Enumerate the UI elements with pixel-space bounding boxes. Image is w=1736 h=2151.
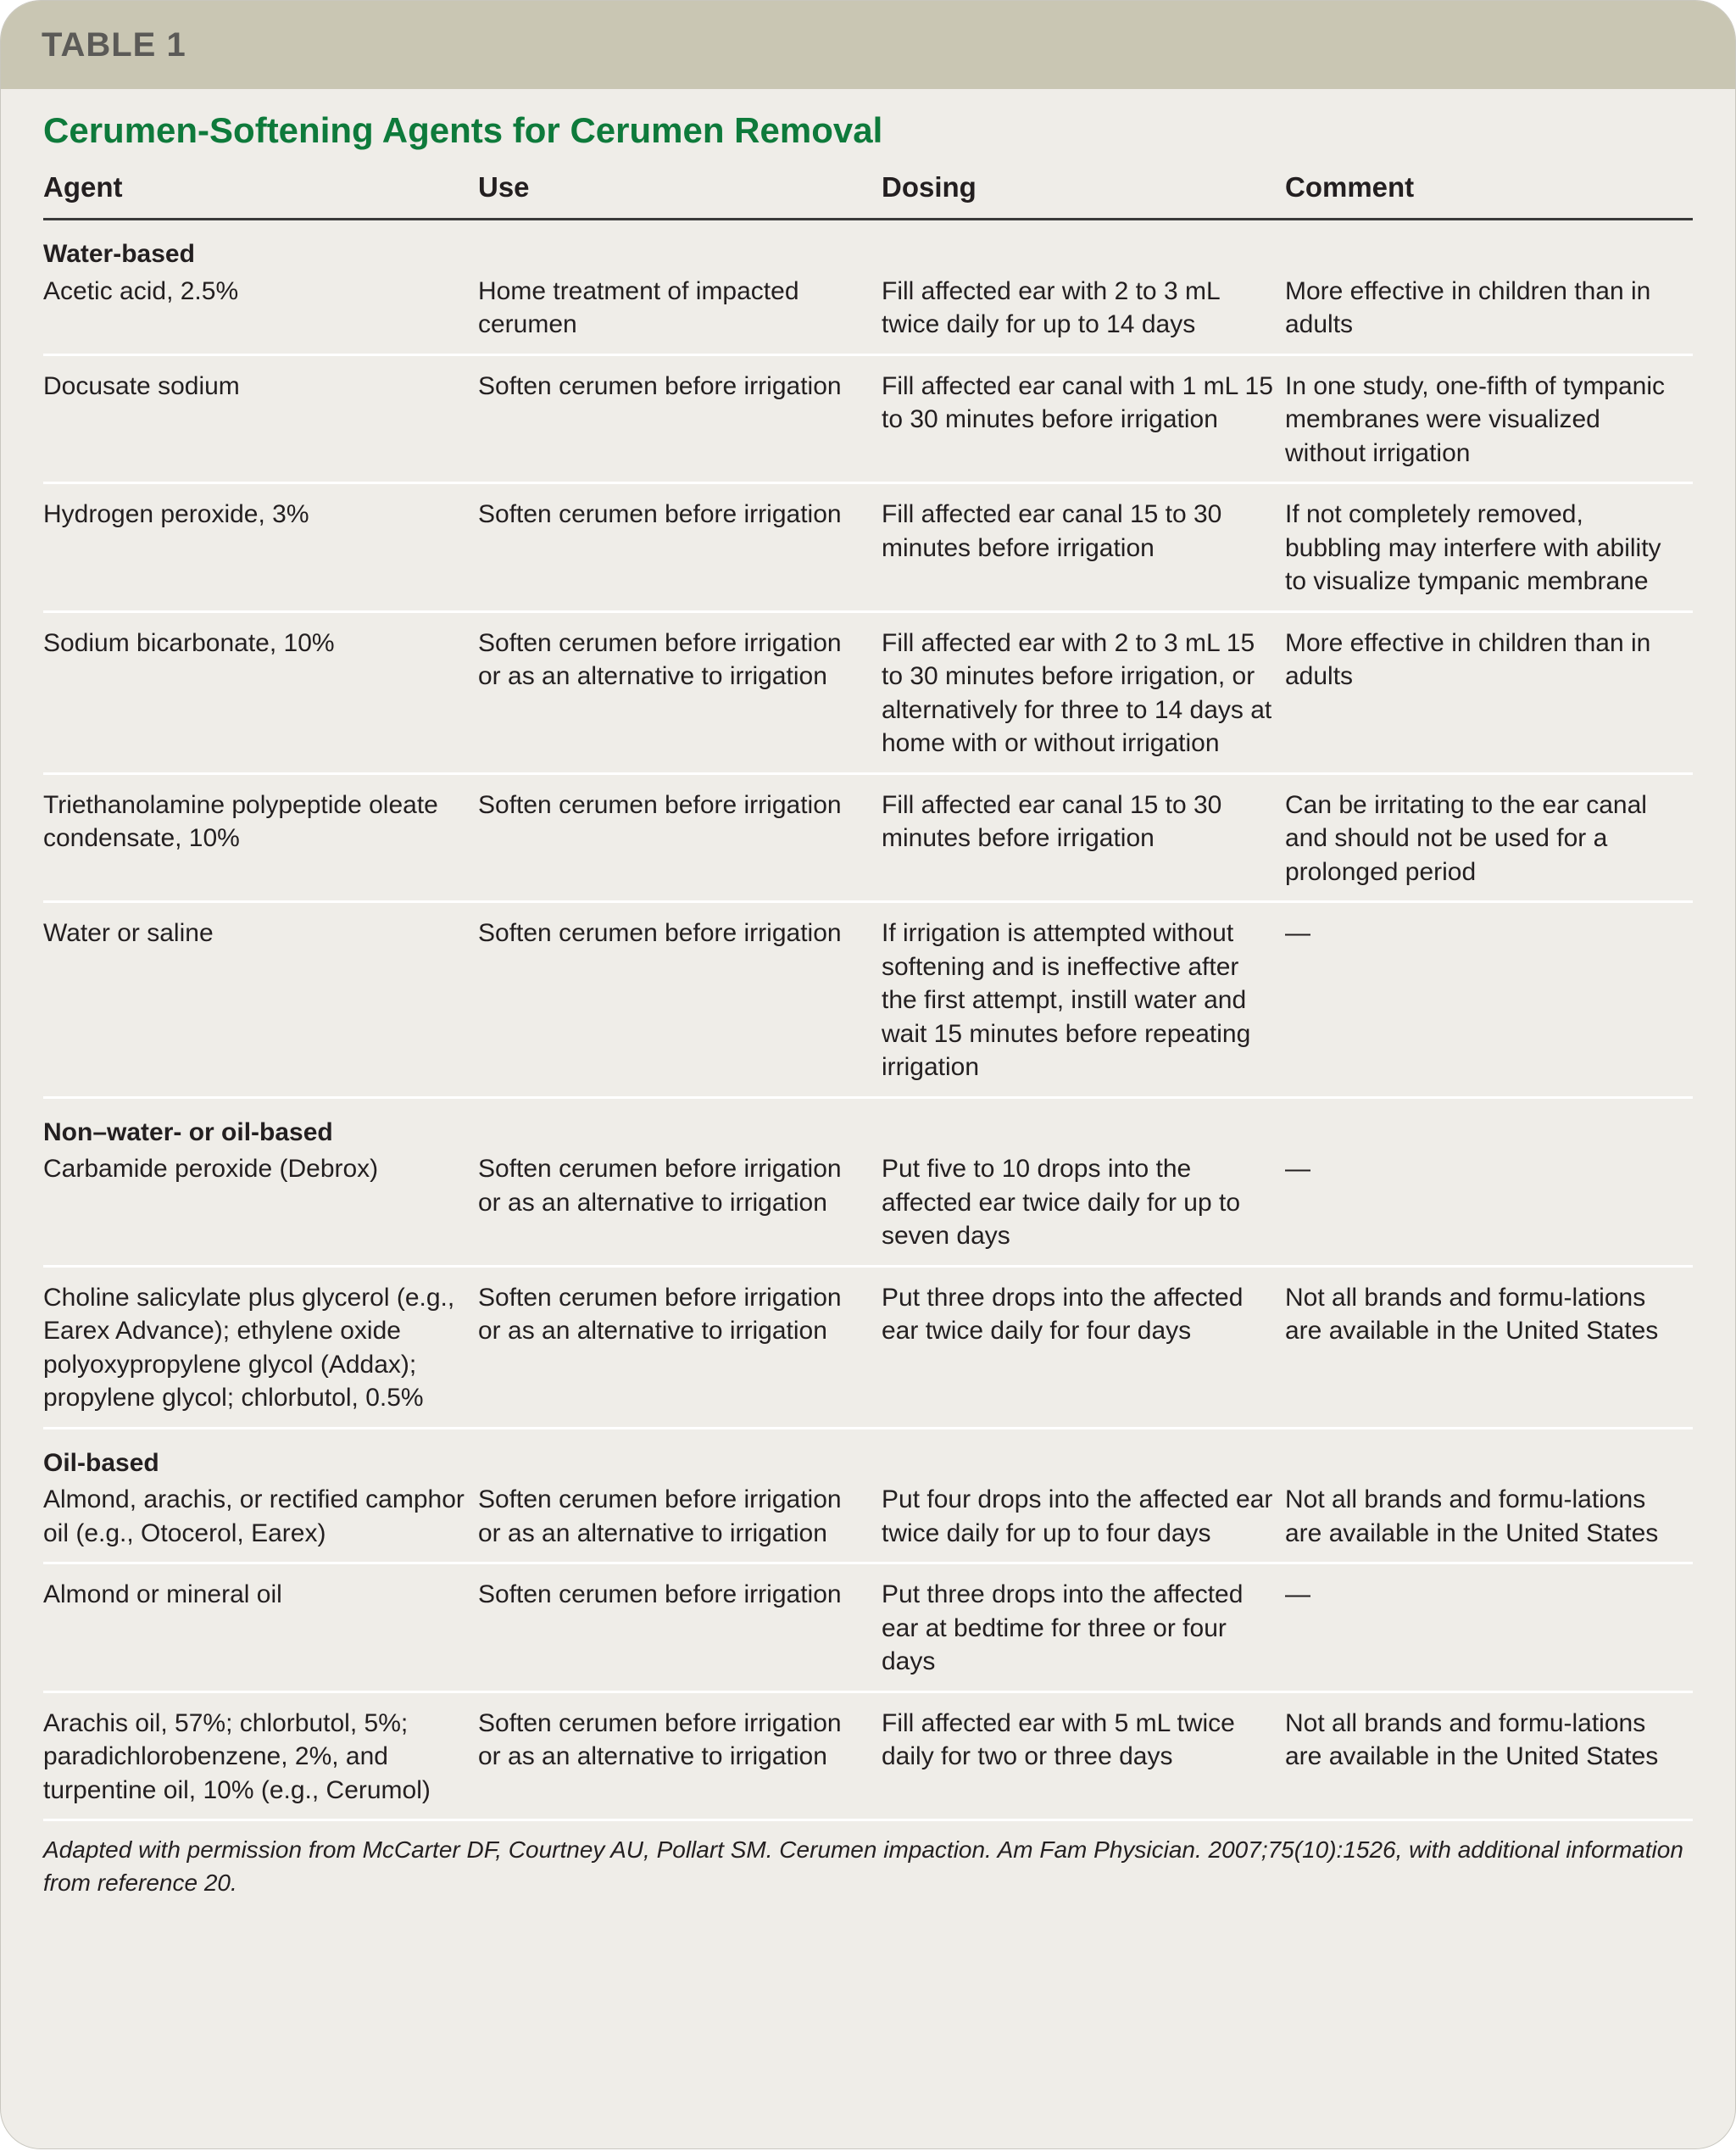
category-label: Water-based	[43, 240, 195, 268]
cell-dosing: Fill affected ear with 5 mL twice daily for two or three days	[882, 1691, 1285, 1820]
table-row	[43, 902, 1693, 1098]
cell-dosing: Put five to 10 drops into the affected ear twice daily for up to seven days	[882, 1149, 1285, 1266]
cell-comment: Can be irritating to the ear canal and should not be used for a prolonged period	[1285, 773, 1693, 902]
cell-agent: Water or saline	[43, 902, 478, 1098]
table-row	[43, 1266, 1693, 1428]
cell-use: Soften cerumen before irrigation or as an alternative to irrigation	[478, 611, 882, 773]
cell-agent: Hydrogen peroxide, 3%	[43, 483, 478, 612]
cell-dosing: Fill affected ear with 2 to 3 mL twice daily for up to 14 days	[882, 271, 1285, 355]
cell-agent: Arachis oil, 57%; chlorbutol, 5%; paradichlorobenzene, 2%, and turpentine oil, 10% (e.g., Cerumol)	[43, 1691, 478, 1820]
cell-dosing: If irrigation is attempted without softening and is ineffective after the first attempt, instill water and wait 15 minutes before repeating irrigation	[882, 902, 1285, 1098]
cell-dosing: Fill affected ear canal with 1 mL 15 to 30 minutes before irrigation	[882, 354, 1285, 483]
cell-use: Soften cerumen before irrigation or as an alternative to irrigation	[478, 1691, 882, 1820]
category-row	[43, 1428, 1693, 1480]
cell-use: Soften cerumen before irrigation or as an alternative to irrigation	[478, 1266, 882, 1428]
cell-dosing: Fill affected ear canal 15 to 30 minutes before irrigation	[882, 773, 1285, 902]
table-row	[43, 271, 1693, 355]
cell-agent: Triethanolamine polypeptide oleate condensate, 10%	[43, 773, 478, 902]
category-label: Non–water- or oil-based	[43, 1117, 333, 1146]
table-header-bar	[1, 1, 1735, 89]
cell-comment: If not completely removed, bubbling may interfere with ability to visualize tympanic membrane	[1285, 483, 1693, 612]
cell-dosing: Put three drops into the affected ear at bedtime for three or four days	[882, 1563, 1285, 1692]
column-header-dosing: Dosing	[882, 165, 1285, 220]
column-header-use: Use	[478, 165, 882, 220]
cell-use: Home treatment of impacted cerumen	[478, 271, 882, 355]
table-content	[1, 106, 1735, 1899]
cell-agent: Almond, arachis, or rectified camphor oil (e.g., Otocerol, Earex)	[43, 1480, 478, 1563]
cell-use: Soften cerumen before irrigation	[478, 902, 882, 1098]
table-row	[43, 1691, 1693, 1820]
table-row	[43, 611, 1693, 773]
cell-use: Soften cerumen before irrigation	[478, 483, 882, 612]
table-row	[43, 773, 1693, 902]
table-label: TABLE 1	[42, 25, 186, 64]
cell-agent: Almond or mineral oil	[43, 1563, 478, 1692]
column-header-agent: Agent	[43, 165, 478, 220]
table-row	[43, 1480, 1693, 1563]
cell-comment: —	[1285, 1563, 1693, 1692]
cell-comment: Not all brands and formu-lations are available in the United States	[1285, 1480, 1693, 1563]
cell-agent: Choline salicylate plus glycerol (e.g., Earex Advance); ethylene oxide polyoxypropylene glycol (Addax); propylene glycol; chlorbutol, 0.5%	[43, 1266, 478, 1428]
cell-use: Soften cerumen before irrigation	[478, 773, 882, 902]
cell-comment: In one study, one-fifth of tympanic membranes were visualized without irrigation	[1285, 354, 1693, 483]
cell-dosing: Put four drops into the affected ear twice daily for up to four days	[882, 1480, 1285, 1563]
table-title: Cerumen-Softening Agents for Cerumen Removal	[43, 110, 883, 150]
table-row	[43, 483, 1693, 612]
data-table	[43, 165, 1693, 1821]
category-row	[43, 1097, 1693, 1149]
category-label: Oil-based	[43, 1448, 159, 1477]
cell-use: Soften cerumen before irrigation	[478, 354, 882, 483]
cell-use: Soften cerumen before irrigation or as an alternative to irrigation	[478, 1480, 882, 1563]
table-footnote: Adapted with permission from McCarter DF, Courtney AU, Pollart SM. Cerumen impaction. Am Fam Physician. 2007;75(10):1526, with additional information from reference 20.	[43, 1836, 1683, 1896]
cell-comment: —	[1285, 1149, 1693, 1266]
cell-dosing: Fill affected ear with 2 to 3 mL 15 to 30 minutes before irrigation, or alternatively for three to 14 days at home with or without irrigation	[882, 611, 1285, 773]
table-header-row	[43, 165, 1693, 220]
cell-agent: Sodium bicarbonate, 10%	[43, 611, 478, 773]
cell-comment: —	[1285, 902, 1693, 1098]
table-row	[43, 354, 1693, 483]
cell-comment: Not all brands and formu-lations are available in the United States	[1285, 1266, 1693, 1428]
cell-comment: More effective in children than in adults	[1285, 271, 1693, 355]
cell-use: Soften cerumen before irrigation or as an alternative to irrigation	[478, 1149, 882, 1266]
table-row	[43, 1563, 1693, 1692]
cell-agent: Docusate sodium	[43, 354, 478, 483]
cell-comment: More effective in children than in adults	[1285, 611, 1693, 773]
table-row	[43, 1149, 1693, 1266]
cell-dosing: Put three drops into the affected ear twice daily for four days	[882, 1266, 1285, 1428]
cell-agent: Carbamide peroxide (Debrox)	[43, 1149, 478, 1266]
cell-dosing: Fill affected ear canal 15 to 30 minutes before irrigation	[882, 483, 1285, 612]
column-header-comment: Comment	[1285, 165, 1693, 220]
cell-comment: Not all brands and formu-lations are available in the United States	[1285, 1691, 1693, 1820]
cell-agent: Acetic acid, 2.5%	[43, 271, 478, 355]
category-row	[43, 220, 1693, 271]
cell-use: Soften cerumen before irrigation	[478, 1563, 882, 1692]
